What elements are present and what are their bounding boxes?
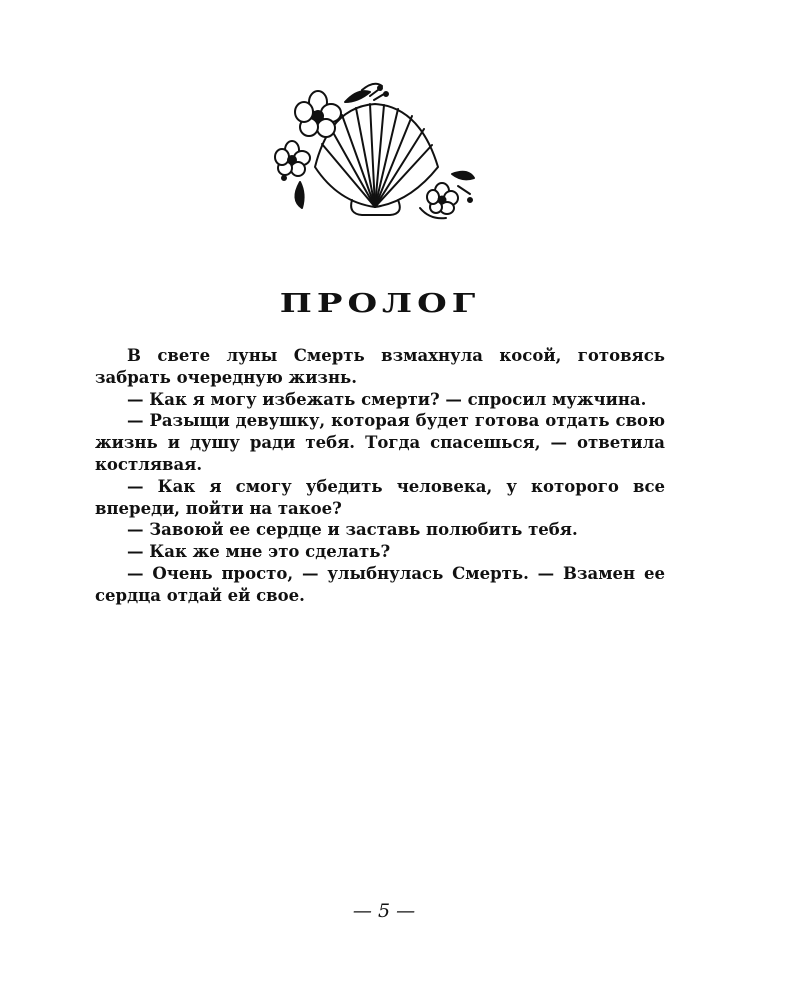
seashell-with-flowers-icon <box>270 82 480 222</box>
page-number: — 5 — <box>352 900 416 922</box>
paragraph: — Как же мне это сделать? <box>127 542 391 562</box>
paragraph: — Как я смогу убедить человека, у которого все впереди, пойти на такое? <box>95 476 665 518</box>
paragraph: В свете луны Смерть взмахнула косой, готовясь забрать очередную жизнь. <box>95 346 665 387</box>
chapter-body <box>95 345 665 607</box>
paragraph: — Разыщи девушку, которая будет готова отдать свою жизнь и душу ради тебя. Тогда спасешься, — ответила костлявая. <box>95 411 665 474</box>
paragraph: — Очень просто, — улыбнулась Смерть. — Взамен ее сердца отдай ей свое. <box>95 563 665 605</box>
paragraph: — Как я могу избежать смерти? — спросил мужчина. <box>127 389 647 409</box>
chapter-title: ПРОЛОГ <box>279 288 481 320</box>
paragraph: — Завоюй ее сердце и заставь полюбить тебя. <box>127 520 578 540</box>
